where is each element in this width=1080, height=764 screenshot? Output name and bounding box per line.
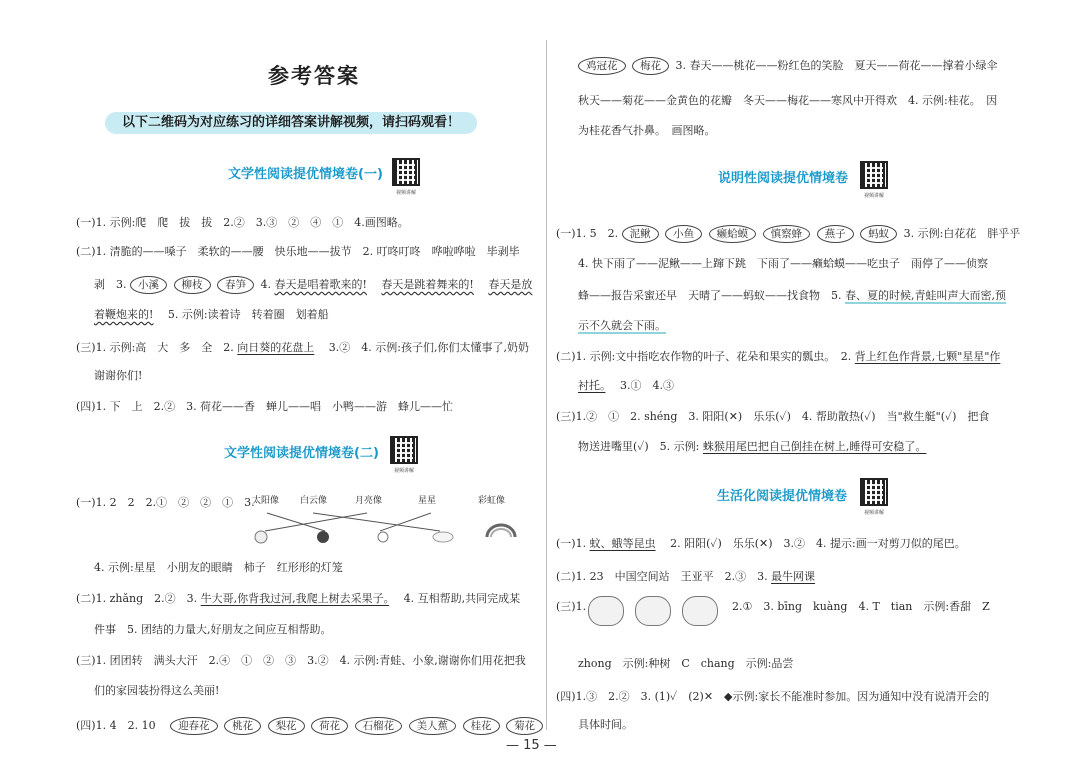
answer-oval: 癞蛤蟆 bbox=[709, 225, 757, 243]
answer-line: (四)1. 4 2. 10 迎春花 桃花 梨花 荷花 石榴花 美人蕉 桂花 菊花 bbox=[76, 717, 546, 735]
answer-oval: 泥鳅 bbox=[622, 225, 659, 243]
answer-oval: 荷花 bbox=[311, 717, 348, 735]
page-number: — 15 — bbox=[506, 738, 557, 753]
answer-oval: 迎春花 bbox=[170, 717, 218, 735]
qr-caption: 视频讲解 bbox=[395, 190, 416, 196]
answer-line: (二)1. 清脆的——嗓子 柔软的——腰 快乐地——拔节 2. 叮咚叮咚 哗啦哗啦 毕剥毕 bbox=[76, 245, 520, 258]
answer-oval: 梨花 bbox=[268, 717, 305, 735]
answer-line: (三)1. 示例:高 大 多 全 2. 向日葵的花盘上 3.② 4. 示例:孩子们,你们太懂事了,奶奶 bbox=[76, 341, 529, 354]
answer-line: 2.① 3. bīng kuàng 4. T tian 示例:香甜 Z bbox=[732, 600, 990, 613]
answer-line: (二)1. 示例:文中指吃农作物的叶子、花朵和果实的瓢虫。 2. 背上红色作背景,七颗"星星"作 bbox=[556, 350, 1001, 363]
answer-line: 们的家园装扮得这么美丽! bbox=[94, 684, 220, 697]
answer-oval: 鸡冠花 bbox=[578, 57, 626, 75]
answer-line: zhong 示例:种树 C chang 示例:品尝 bbox=[578, 657, 794, 670]
answer-line: 件事 5. 团结的力量大,好朋友之间应互相帮助。 bbox=[94, 623, 332, 636]
answer-line: 物送进嘴里(✓) 5. 示例: 蛛猴用尾巴把自己倒挂在树上,睡得可安稳了。 bbox=[578, 440, 927, 453]
answer-oval: 小鱼 bbox=[665, 225, 702, 243]
bag-image bbox=[682, 596, 718, 626]
answer-oval: 蚂蚁 bbox=[860, 225, 897, 243]
answer-line: (一)1. 2 2 2.① ② ② ① 3. bbox=[76, 496, 255, 509]
answer-line: 具体时间。 bbox=[578, 718, 633, 731]
qr-code-icon[interactable] bbox=[860, 478, 888, 506]
picture-choices bbox=[588, 596, 724, 626]
answer-line: 秋天——菊花——金黄色的花瓣 冬天——梅花——寒风中开得欢 4. 示例:桂花。 因 bbox=[578, 94, 998, 107]
qr-code-icon[interactable] bbox=[392, 158, 420, 186]
answer-oval: 石榴花 bbox=[355, 717, 403, 735]
heart-biscuit-image bbox=[588, 596, 624, 626]
qr-caption: 视频讲解 bbox=[863, 193, 884, 199]
section-title-4: 生活化阅读提优情境卷 bbox=[717, 489, 848, 504]
answer-line: (一)1. 示例:爬 爬 拔 拔 2.② 3.③ ② ④ ① 4.画图略。 bbox=[76, 216, 409, 229]
match-label: 彩虹像 bbox=[478, 496, 506, 506]
answer-line: (二)1. 23 中国空间站 王亚平 2.③ 3. 最牛网课 bbox=[556, 570, 816, 583]
column-divider bbox=[546, 40, 547, 730]
answer-oval: 美人蕉 bbox=[409, 717, 457, 735]
answer-oval: 梅花 bbox=[632, 57, 669, 75]
match-label: 月亮像 bbox=[355, 496, 383, 506]
answer-line: 着鞭炮来的! 5. 示例:读着诗 转着圈 划着船 bbox=[94, 308, 329, 321]
answer-line: (二)1. zhǎng 2.② 3. 牛大哥,你背我过河,我爬上树去采果子。 4. 互相帮助,共同完成某 bbox=[76, 592, 521, 605]
answer-line: 鸡冠花 梅花 3. 春天——桃花——粉红色的笑脸 夏天——荷花——撑着小绿伞 bbox=[578, 57, 998, 75]
answer-line: (三)1. 团团转 满头大汗 2.④ ① ② ③ 3.② 4. 示例:青蛙、小象,谢谢你们用花把我 bbox=[76, 654, 526, 667]
answer-line: 谢谢你们! bbox=[94, 369, 143, 382]
answer-oval: 桂花 bbox=[463, 717, 500, 735]
match-label: 太阳像 bbox=[252, 496, 280, 506]
qr-banner: 以下二维码为对应练习的详细答案讲解视频，请扫码观看！ bbox=[105, 112, 477, 134]
answer-oval: 小溪 bbox=[130, 276, 167, 294]
answer-line: (一)1. 5 2. 泥鳅 小鱼 癞蛤蟆 慎察蜂 燕子 蚂蚁 3. 示例:白花花 胖乎乎 bbox=[556, 225, 1020, 243]
qr-code-icon[interactable] bbox=[860, 161, 888, 189]
section-title-1: 文学性阅读提优情境卷(一) bbox=[228, 167, 383, 182]
answer-line: 4. 示例:星星 小朋友的眼睛 柿子 红形形的灯笼 bbox=[94, 561, 343, 574]
answer-line: (四)1. 下 上 2.② 3. 荷花——香 蝉儿——唱 小鸭——游 蜂儿——忙 bbox=[76, 400, 454, 413]
answer-line: (四)1.③ 2.② 3. (1)✓ (2)✕ ◆示例:家长不能准时参加。因为通知中没有说清开会的 bbox=[556, 690, 990, 703]
qr-code-icon[interactable] bbox=[390, 436, 418, 464]
answer-line: (三)1.② ① 2. shéng 3. 阳阳(✕) 乐乐(✓) 4. 帮助散热(✓) 当"救生艇"(✓) 把食 bbox=[556, 410, 990, 423]
answer-line: 示不久就会下雨。 bbox=[578, 319, 666, 332]
answer-line: 剥 3. 小溪 柳枝 春笋 4. 春天是唱着歌来的! 春天是跳着舞来的! 春天是放 bbox=[94, 276, 532, 294]
answer-oval: 慎察蜂 bbox=[763, 225, 811, 243]
answer-oval: 春笋 bbox=[217, 276, 254, 294]
answer-line: 4. 快下雨了——泥鳅——上蹿下跳 下雨了——癞蛤蟆——吃虫子 雨停了——侦察 bbox=[578, 257, 988, 270]
qr-caption: 视频讲解 bbox=[863, 510, 884, 516]
section-title-2: 文学性阅读提优情境卷(二) bbox=[224, 446, 379, 461]
answer-oval: 柳枝 bbox=[174, 276, 211, 294]
answer-oval: 菊花 bbox=[506, 717, 543, 735]
qr-caption: 视频讲解 bbox=[393, 468, 414, 474]
answer-line: (三)1. bbox=[556, 600, 587, 613]
answer-line: (一)1. 蚊、蛾等昆虫 2. 阳阳(✓) 乐乐(✕) 3.② 4. 提示:画一对剪刀似的尾巴。 bbox=[556, 537, 966, 550]
matching-lines bbox=[245, 505, 525, 565]
match-label: 星星 bbox=[418, 496, 437, 506]
match-label: 白云像 bbox=[300, 496, 328, 506]
answer-line: 蜂——报告采蜜还早 天晴了——蚂蚁——找食物 5. 春、夏的时候,青蛙叫声大而密,预 bbox=[578, 289, 1006, 302]
section-title-3: 说明性阅读提优情境卷 bbox=[718, 171, 849, 186]
answer-oval: 燕子 bbox=[817, 225, 854, 243]
cake-image bbox=[635, 596, 671, 626]
answer-oval: 桃花 bbox=[224, 717, 261, 735]
answer-line: 为桂花香气扑鼻。 画图略。 bbox=[578, 124, 716, 137]
answer-line: 衬托。 3.① 4.③ bbox=[578, 379, 674, 392]
page-title: 参考答案 bbox=[268, 64, 360, 88]
